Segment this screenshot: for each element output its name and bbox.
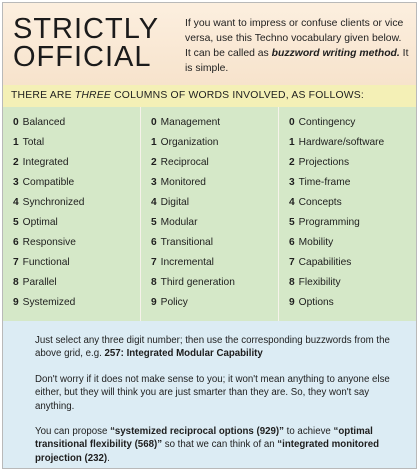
item-word: Total	[22, 137, 45, 148]
item-word: Transitional	[160, 237, 213, 248]
list-item	[13, 237, 76, 249]
item-word: Synchronized	[22, 197, 85, 208]
list-item	[151, 277, 235, 289]
item-word: Optimal	[22, 217, 58, 228]
p3-e: so that we can think of an	[162, 439, 278, 451]
item-number: 3	[13, 177, 19, 188]
item-word: Time-frame	[298, 177, 351, 188]
item-number: 9	[151, 297, 157, 308]
list-item	[13, 217, 58, 229]
title-line-1: STRICTLY	[13, 13, 160, 45]
p3-a: You can propose	[35, 426, 111, 437]
item-number: 9	[13, 297, 19, 308]
item-word: Concepts	[298, 197, 342, 208]
item-number: 0	[13, 117, 19, 128]
list-item	[13, 177, 74, 189]
item-number: 5	[151, 217, 157, 228]
p1-example: 257: Integrated Modular Capability	[104, 348, 263, 360]
list-item	[13, 277, 57, 289]
intro-bold-term: buzzword writing method.	[271, 48, 400, 59]
item-word: Third generation	[160, 277, 235, 288]
intro-part-1: If you want to impress or confuse clients or vice versa, use this Techno vocabulary given below. It can be called as	[185, 18, 404, 59]
item-word: Balanced	[22, 117, 66, 128]
buzzword-grid	[3, 107, 416, 321]
list-item	[13, 117, 65, 129]
list-item	[289, 217, 360, 229]
item-number: 4	[13, 197, 19, 208]
item-word: Mobility	[298, 237, 334, 248]
intro-text	[185, 16, 409, 76]
intro-part-2: It is simple.	[185, 48, 409, 74]
p3-f: “integrated monitored projection (232)	[35, 439, 380, 464]
p2-text: Don't worry if it does not make sense to you; it won't mean anything to anyone else either, but they will think you are just smarter than they are. So, they won't say anything.	[35, 374, 390, 412]
list-item	[151, 137, 218, 149]
item-word: Policy	[160, 297, 188, 308]
list-item	[289, 157, 349, 169]
list-item	[151, 217, 197, 229]
item-number: 1	[151, 137, 157, 148]
item-word: Monitored	[160, 177, 206, 188]
item-word: Compatible	[22, 177, 75, 188]
item-word: Functional	[22, 257, 70, 268]
list-item	[289, 197, 342, 209]
list-item	[289, 117, 355, 129]
item-number: 7	[13, 257, 19, 268]
column-2	[140, 107, 278, 321]
column-1	[3, 107, 140, 321]
item-word: Digital	[160, 197, 189, 208]
item-word: Hardware/software	[298, 137, 385, 148]
p3-b: “systemized reciprocal options (929)”	[110, 426, 284, 437]
heading-italic: THREE	[74, 90, 111, 101]
item-word: Flexibility	[298, 277, 341, 288]
item-number: 9	[289, 297, 295, 308]
list-item	[289, 237, 333, 249]
article-card	[2, 2, 417, 469]
item-number: 7	[289, 257, 295, 268]
list-item	[151, 117, 220, 129]
item-number: 3	[289, 177, 295, 188]
list-item	[151, 297, 188, 309]
list-item	[13, 157, 69, 169]
item-number: 4	[289, 197, 295, 208]
item-word: Management	[160, 117, 221, 128]
item-word: Options	[298, 297, 334, 308]
list-item	[151, 237, 213, 249]
list-item	[289, 297, 334, 309]
item-word: Modular	[160, 217, 198, 228]
list-item	[289, 277, 341, 289]
item-word: Systemized	[22, 297, 76, 308]
item-number: 6	[151, 237, 157, 248]
heading-part-2: COLUMNS OF WORDS INVOLVED, AS FOLLOWS:	[111, 90, 364, 101]
list-item	[13, 257, 70, 269]
list-item	[289, 257, 351, 269]
item-number: 8	[289, 277, 295, 288]
column-3	[278, 107, 417, 321]
item-number: 8	[151, 277, 157, 288]
list-item	[289, 177, 350, 189]
item-number: 0	[151, 117, 157, 128]
columns-heading-band	[3, 85, 416, 107]
instruction-paragraph-2	[35, 373, 407, 413]
item-number: 2	[151, 157, 157, 168]
list-item	[151, 197, 189, 209]
list-item	[151, 257, 214, 269]
list-item	[13, 137, 44, 149]
header-section	[3, 3, 416, 85]
item-word: Programming	[298, 217, 360, 228]
item-word: Capabilities	[298, 257, 352, 268]
list-item	[13, 197, 84, 209]
title-line-2: OFFICIAL	[13, 41, 152, 73]
p3-c: to achieve	[283, 426, 334, 437]
instructions-section	[3, 321, 416, 468]
item-word: Projections	[298, 157, 350, 168]
p1-text: Just select any three digit number; then use the corresponding buzzwords from the above grid, e.g.	[35, 335, 390, 360]
list-item	[13, 297, 75, 309]
item-number: 4	[151, 197, 157, 208]
item-number: 8	[13, 277, 19, 288]
item-number: 5	[289, 217, 295, 228]
item-word: Organization	[160, 137, 219, 148]
item-word: Integrated	[22, 157, 69, 168]
columns-heading	[11, 90, 364, 102]
item-word: Parallel	[22, 277, 57, 288]
item-number: 1	[13, 137, 19, 148]
item-number: 2	[13, 157, 19, 168]
item-number: 6	[289, 237, 295, 248]
item-number: 5	[13, 217, 19, 228]
item-number: 3	[151, 177, 157, 188]
heading-part-1: THERE ARE	[11, 90, 75, 101]
item-number: 7	[151, 257, 157, 268]
p3-d: “optimal transitional flexibility (568)”	[35, 426, 373, 451]
instruction-paragraph-1	[35, 334, 407, 361]
list-item	[289, 137, 384, 149]
list-item	[151, 177, 206, 189]
item-word: Reciprocal	[160, 157, 209, 168]
item-number: 6	[13, 237, 19, 248]
item-word: Contingency	[298, 117, 356, 128]
list-item	[151, 157, 209, 169]
item-word: Responsive	[22, 237, 76, 248]
instruction-paragraph-3	[35, 425, 407, 465]
item-word: Incremental	[160, 257, 214, 268]
item-number: 0	[289, 117, 295, 128]
item-number: 2	[289, 157, 295, 168]
p3-g: .	[107, 452, 110, 464]
page-title	[13, 15, 183, 71]
item-number: 1	[289, 137, 295, 148]
